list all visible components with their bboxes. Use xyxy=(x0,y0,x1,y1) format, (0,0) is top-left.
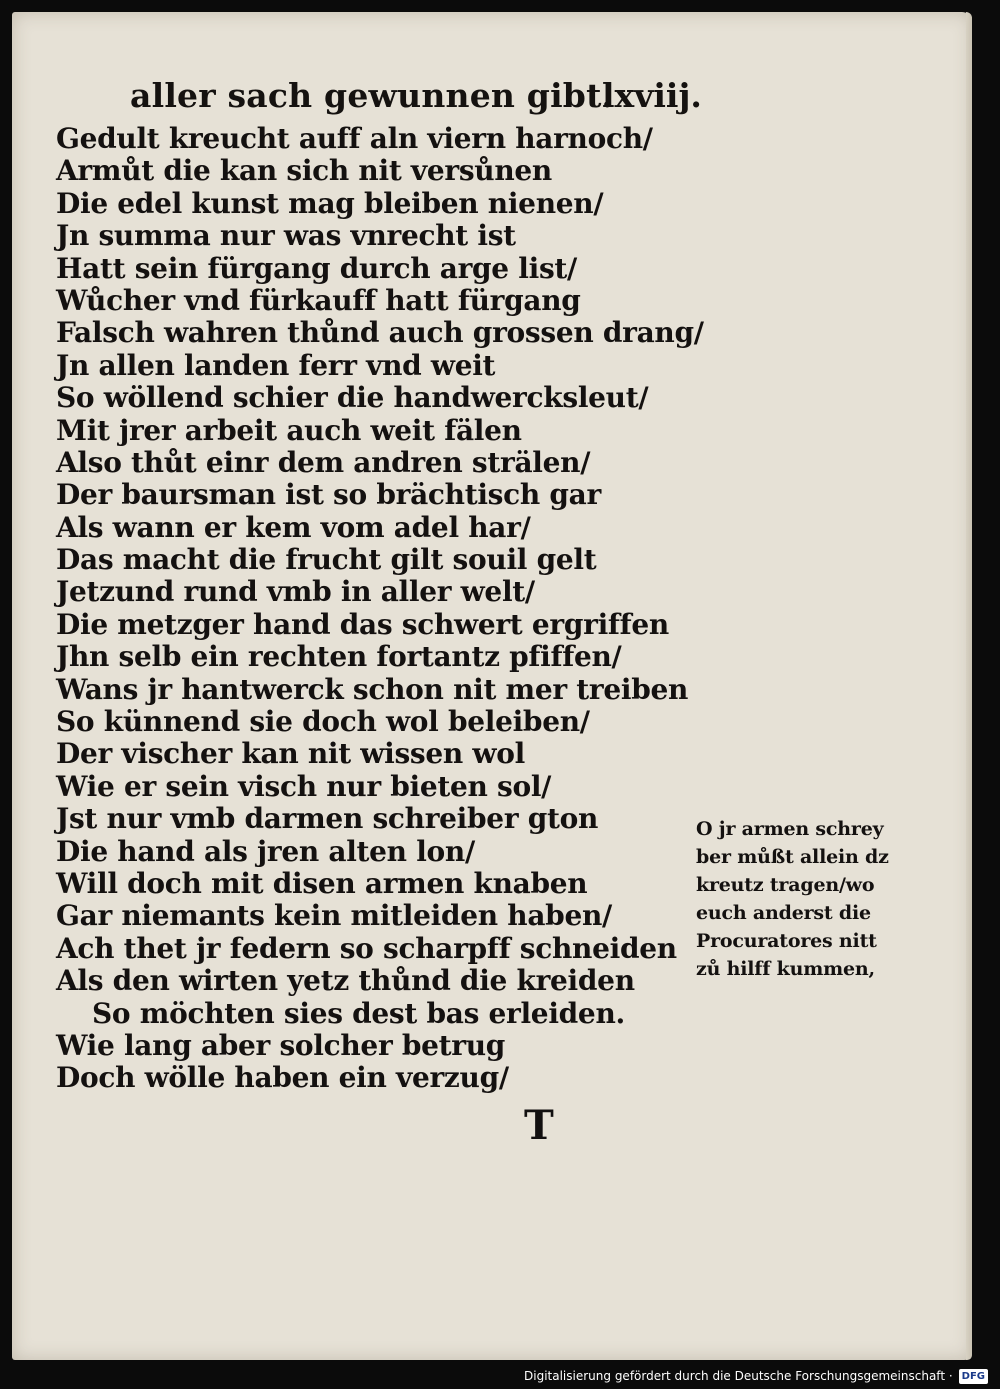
folio-number: lxviij. xyxy=(602,76,702,115)
verse-line: Als wann er kem vom adel har/ xyxy=(56,510,531,544)
verse-line: Also thůt einr dem andren strälen/ xyxy=(56,445,591,479)
verse-line: Die metzger hand das schwert ergriffen xyxy=(56,607,669,641)
verse-line: Jn allen landen ferr vnd weit xyxy=(56,348,496,382)
verse-line: Als den wirten yetz thůnd die kreiden xyxy=(56,964,635,998)
verse-line: Jetzund rund vmb in aller welt/ xyxy=(56,575,535,609)
verse-line: Jst nur vmb darmen schreiber gton xyxy=(56,802,599,836)
verse-line: Wie er sein visch nur bieten sol/ xyxy=(56,769,552,803)
gloss-line: O jr armen schrey xyxy=(696,818,884,840)
verse-line: Doch wölle haben ein verzug/ xyxy=(56,1061,509,1095)
verse-line: Falsch wahren thůnd auch grossen drang/ xyxy=(56,316,704,350)
verse-line: So wöllend schier die handwercksleut/ xyxy=(56,381,649,415)
catchword: T xyxy=(524,1102,554,1149)
verse-line: Wans jr hantwerck schon nit mer treiben xyxy=(56,672,689,706)
verse-line: Das macht die frucht gilt souil gelt xyxy=(56,543,597,577)
verse-line: Will doch mit disen armen knaben xyxy=(56,866,588,900)
verse-line: Gar niemants kein mitleiden haben/ xyxy=(56,899,612,933)
verse-line: Jn summa nur was vnrecht ist xyxy=(56,219,516,253)
verse-line: Die edel kunst mag bleiben nienen/ xyxy=(56,186,604,220)
gloss-line: kreutz tragen/wo xyxy=(696,874,875,896)
verse-line: Wůcher vnd fürkauff hatt fürgang xyxy=(56,283,581,317)
gloss-line: Procuratores nitt xyxy=(696,930,877,952)
digitization-footer xyxy=(524,1366,988,1386)
marginal-gloss xyxy=(696,815,896,983)
verse-line: Armůt die kan sich nit versůnen xyxy=(56,154,552,188)
gloss-line: euch anderst die xyxy=(696,902,871,924)
verse-line: Der vischer kan nit wissen wol xyxy=(56,737,525,771)
verse-line: Jhn selb ein rechten fortantz pfiffen/ xyxy=(56,640,622,674)
funding-credit: Digitalisierung gefördert durch die Deutsche Forschungsgemeinschaft · xyxy=(524,1369,953,1383)
dfg-logo-icon: DFG xyxy=(959,1369,988,1384)
verse-text xyxy=(56,122,704,1095)
gloss-line: ber můßt allein dz xyxy=(696,846,889,868)
gloss-line: zů hilff kummen, xyxy=(696,958,875,980)
verse-line: Die hand als jren alten lon/ xyxy=(56,834,475,868)
verse-line: Hatt sein fürgang durch arge list/ xyxy=(56,251,577,285)
verse-line: Ach thet jr federn so scharpff schneiden xyxy=(56,931,677,965)
running-title: aller sach gewunnen gibt. xyxy=(130,76,614,115)
verse-line: Mit jrer arbeit auch weit fälen xyxy=(56,413,522,447)
verse-line: Wie lang aber solcher betrug xyxy=(56,1028,506,1062)
verse-line: Der baursman ist so brächtisch gar xyxy=(56,478,601,512)
page-edge xyxy=(966,12,972,1360)
verse-line: So künnend sie doch wol beleiben/ xyxy=(56,705,590,739)
page-header xyxy=(120,72,720,122)
verse-line: So möchten sies dest bas erleiden. xyxy=(92,996,625,1030)
verse-line: Gedult kreucht auff aln viern harnoch/ xyxy=(56,122,653,155)
book-page xyxy=(12,12,972,1360)
